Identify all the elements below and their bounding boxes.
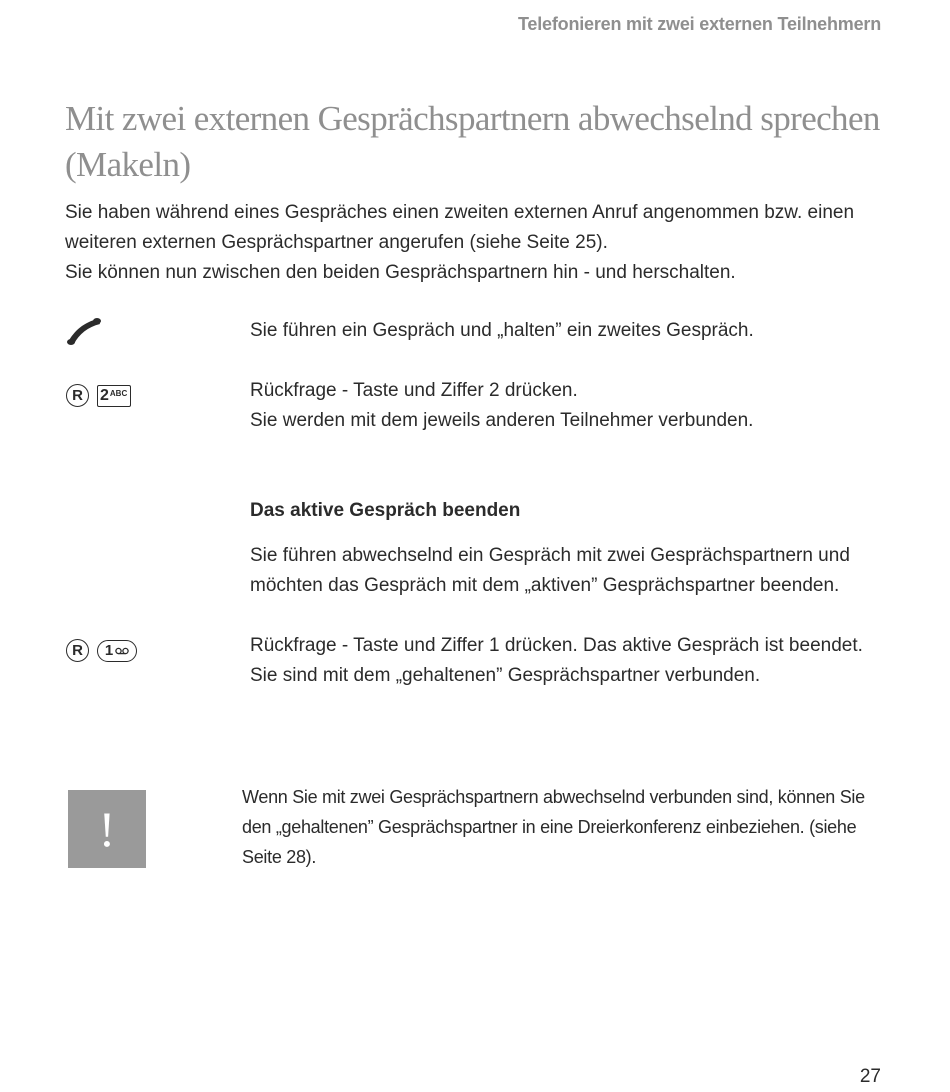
step-end-line-1: Rückfrage - Taste und Ziffer 1 drücken. Das aktive Gespräch ist beendet. xyxy=(250,635,863,656)
intro-paragraph xyxy=(65,198,905,288)
step-hold-text: Sie führen ein Gespräch und „halten” ein zweites Gespräch. xyxy=(250,320,754,341)
voicemail-icon xyxy=(115,647,129,655)
page-title: Mit zwei externen Gesprächspartnern abwechselnd sprechen (Makeln) xyxy=(65,99,880,184)
step-toggle-line-1: Rückfrage - Taste und Ziffer 2 drücken. xyxy=(250,380,578,401)
intro-line-2: Sie können nun zwischen den beiden Gesprächspartnern hin - und herschalten. xyxy=(65,262,736,283)
handset-icon xyxy=(66,316,102,351)
digit-1-label: 1 xyxy=(104,642,114,659)
section-heading: Das aktive Gespräch beenden xyxy=(250,500,521,521)
section-description xyxy=(250,541,900,601)
step-hold-description xyxy=(250,316,900,346)
step-toggle-line-2: Sie werden mit dem jeweils anderen Teilnehmer verbunden. xyxy=(250,410,754,431)
intro-line-1: Sie haben während eines Gespräches einen zweiten externen Anruf angenommen bzw. einen weiteren externen Gesprächspartner angerufen (siehe Seite 25). xyxy=(65,202,855,253)
handset-icon-svg xyxy=(66,316,102,346)
digit-2-label: 2 xyxy=(100,386,109,404)
section-description-text: Sie führen abwechselnd ein Gespräch mit zwei Gesprächspartnern und möchten das Gespräch mit dem „aktiven” Gesprächspartner beenden. xyxy=(250,545,850,596)
step-toggle-description xyxy=(250,376,900,436)
step-end-line-2: Sie sind mit dem „gehaltenen” Gesprächspartner verbunden. xyxy=(250,665,761,686)
step-end-active-description xyxy=(250,631,900,691)
digit-1-key-icon xyxy=(97,640,137,662)
recall-key-icon: R xyxy=(66,384,89,407)
notice-exclamation-icon: ! xyxy=(68,790,146,868)
key-combo-r-2 xyxy=(66,384,131,407)
digit-2-letters: ABC xyxy=(109,388,128,398)
digit-2-key-icon xyxy=(97,385,131,407)
running-header: Telefonieren mit zwei externen Teilnehmern xyxy=(517,14,881,34)
recall-key-icon: R xyxy=(66,639,89,662)
notice-text: Wenn Sie mit zwei Gesprächspartnern abwechselnd verbunden sind, können Sie den „gehaltenen” Gesprächspartner in eine Dreierkonferenz einbeziehen. (siehe Seite 28). xyxy=(242,787,865,867)
key-combo-r-1 xyxy=(66,639,137,662)
page-number: 27 xyxy=(859,1066,881,1087)
